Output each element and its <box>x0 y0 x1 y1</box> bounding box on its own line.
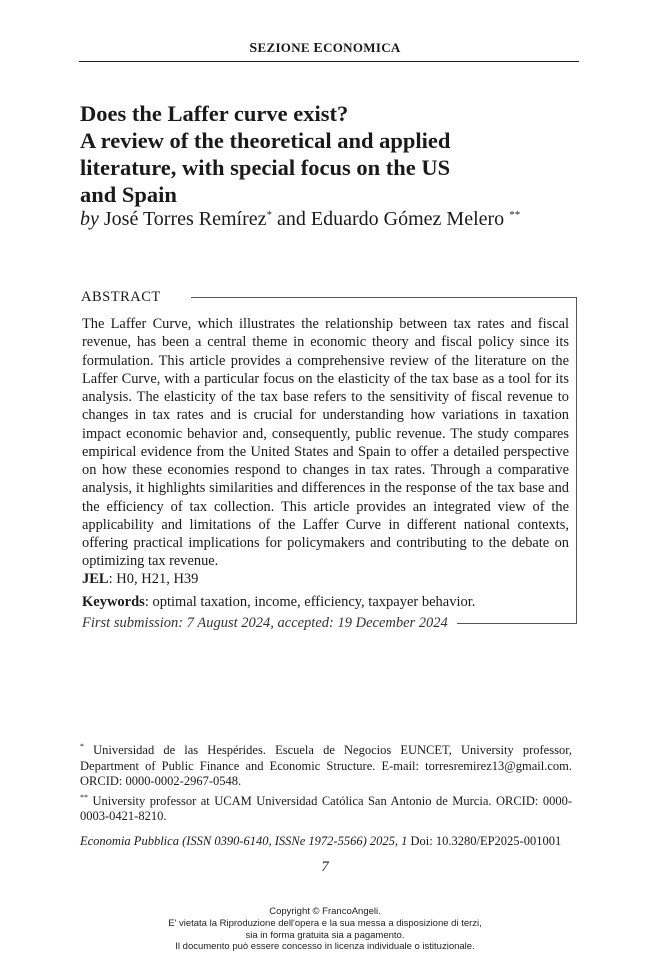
journal-citation <box>80 834 561 849</box>
section-header-part-1: EZIONE <box>257 40 314 55</box>
author-2-footnote-mark: ** <box>509 209 521 221</box>
and-text: and <box>277 208 306 230</box>
abstract-box-right-border <box>576 297 577 623</box>
footnote-2-text: University professor at UCAM Universidad Católica San Antonio de Murcia. ORCID: 0000-0003-0421-8210. <box>80 793 572 824</box>
footnote-1 <box>80 739 572 790</box>
author-name-1: José Torres Remírez <box>103 208 267 230</box>
author-line <box>80 208 520 231</box>
footnote-2 <box>80 790 572 825</box>
submission-dates: First submission: 7 August 2024, accepted: 19 December 2024 <box>82 615 448 631</box>
keywords <box>82 594 475 611</box>
section-header-initial-s: S <box>249 41 258 56</box>
copyright-line: Il documento può essere concesso in licenza individuale o istituzionale. <box>175 941 475 953</box>
jel-codes <box>82 571 198 588</box>
abstract-box-bottom-border <box>457 623 577 624</box>
doi: Doi: 10.3280/EP2025-001001 <box>407 834 562 848</box>
title-line: literature, with special focus on the US <box>80 155 451 180</box>
by-prefix: by <box>80 208 99 230</box>
author-1-footnote-mark: * <box>266 209 273 221</box>
keywords-label: Keywords <box>82 594 145 610</box>
copyright-line: sia in forma gratuita sia a pagamento. <box>245 929 405 941</box>
title-line: A review of the theoretical and applied <box>80 128 451 153</box>
journal-name: Economia Pubblica (ISSN 0390-6140, ISSNe 1972-5566) 2025, 1 <box>80 834 408 848</box>
title-line: and Spain <box>80 182 177 207</box>
abstract-box-top-border <box>191 297 577 298</box>
article-title <box>80 100 580 208</box>
jel-label: JEL <box>82 571 109 587</box>
copyright-line: E' vietata la Riproduzione dell'opera e la sua messa a disposizione di terzi, <box>168 917 482 929</box>
keywords-value: : optimal taxation, income, efficiency, taxpayer behavior. <box>144 594 476 610</box>
abstract-label: ABSTRACT <box>81 289 161 305</box>
section-header-part-2: CONOMICA <box>323 40 401 55</box>
copyright-notice <box>0 906 650 953</box>
copyright-line: Copyright © FrancoAngeli. <box>269 906 381 917</box>
footnote-1-text: Universidad de las Hespérides. Escuela de Negocios EUNCET, University professor, Department of Public Finance and Economic Structure. E-mail: torresremirez13@gmail.com. ORCID: 0000-0002-2967-0548. <box>80 743 572 789</box>
header-rule <box>79 61 579 62</box>
abstract-text: The Laffer Curve, which illustrates the relationship between tax rates and fiscal revenue, has been a central theme in economic theory and fiscal policy since its formulation. This article provides a comprehensive review of the literature on the Laffer Curve, with a particular focus on the elasticity of the tax base as a tool for its analysis. The elasticity of the tax base refers to the sensitivity of fiscal revenue to changes in tax rates and is crucial for understanding how variations in taxation impact economic behavior and, consequently, public revenue. The study compares empirical evidence from the United States and Spain to offer a detailed perspective on how these economies respond to changes in tax rates. Through a comparative analysis, it highlights similarities and differences in the response of the tax base and the efficiency of tax collection. This article provides an integrated view of the applicability and limitations of the Laffer Curve in different national contexts, offering practical implications for policymakers and contributing to the debate on optimizing tax revenue. <box>82 316 569 570</box>
jel-value: : H0, H21, H39 <box>108 571 199 587</box>
author-name-2: Eduardo Gómez Melero <box>310 208 505 230</box>
section-header-initial-e: E <box>313 41 324 56</box>
title-line: Does the Laffer curve exist? <box>80 101 349 126</box>
footnotes <box>80 739 572 825</box>
page-number: 7 <box>321 859 329 875</box>
footnote-2-mark: ** <box>80 792 88 802</box>
section-header <box>0 40 650 57</box>
footnote-1-mark: * <box>80 742 84 751</box>
